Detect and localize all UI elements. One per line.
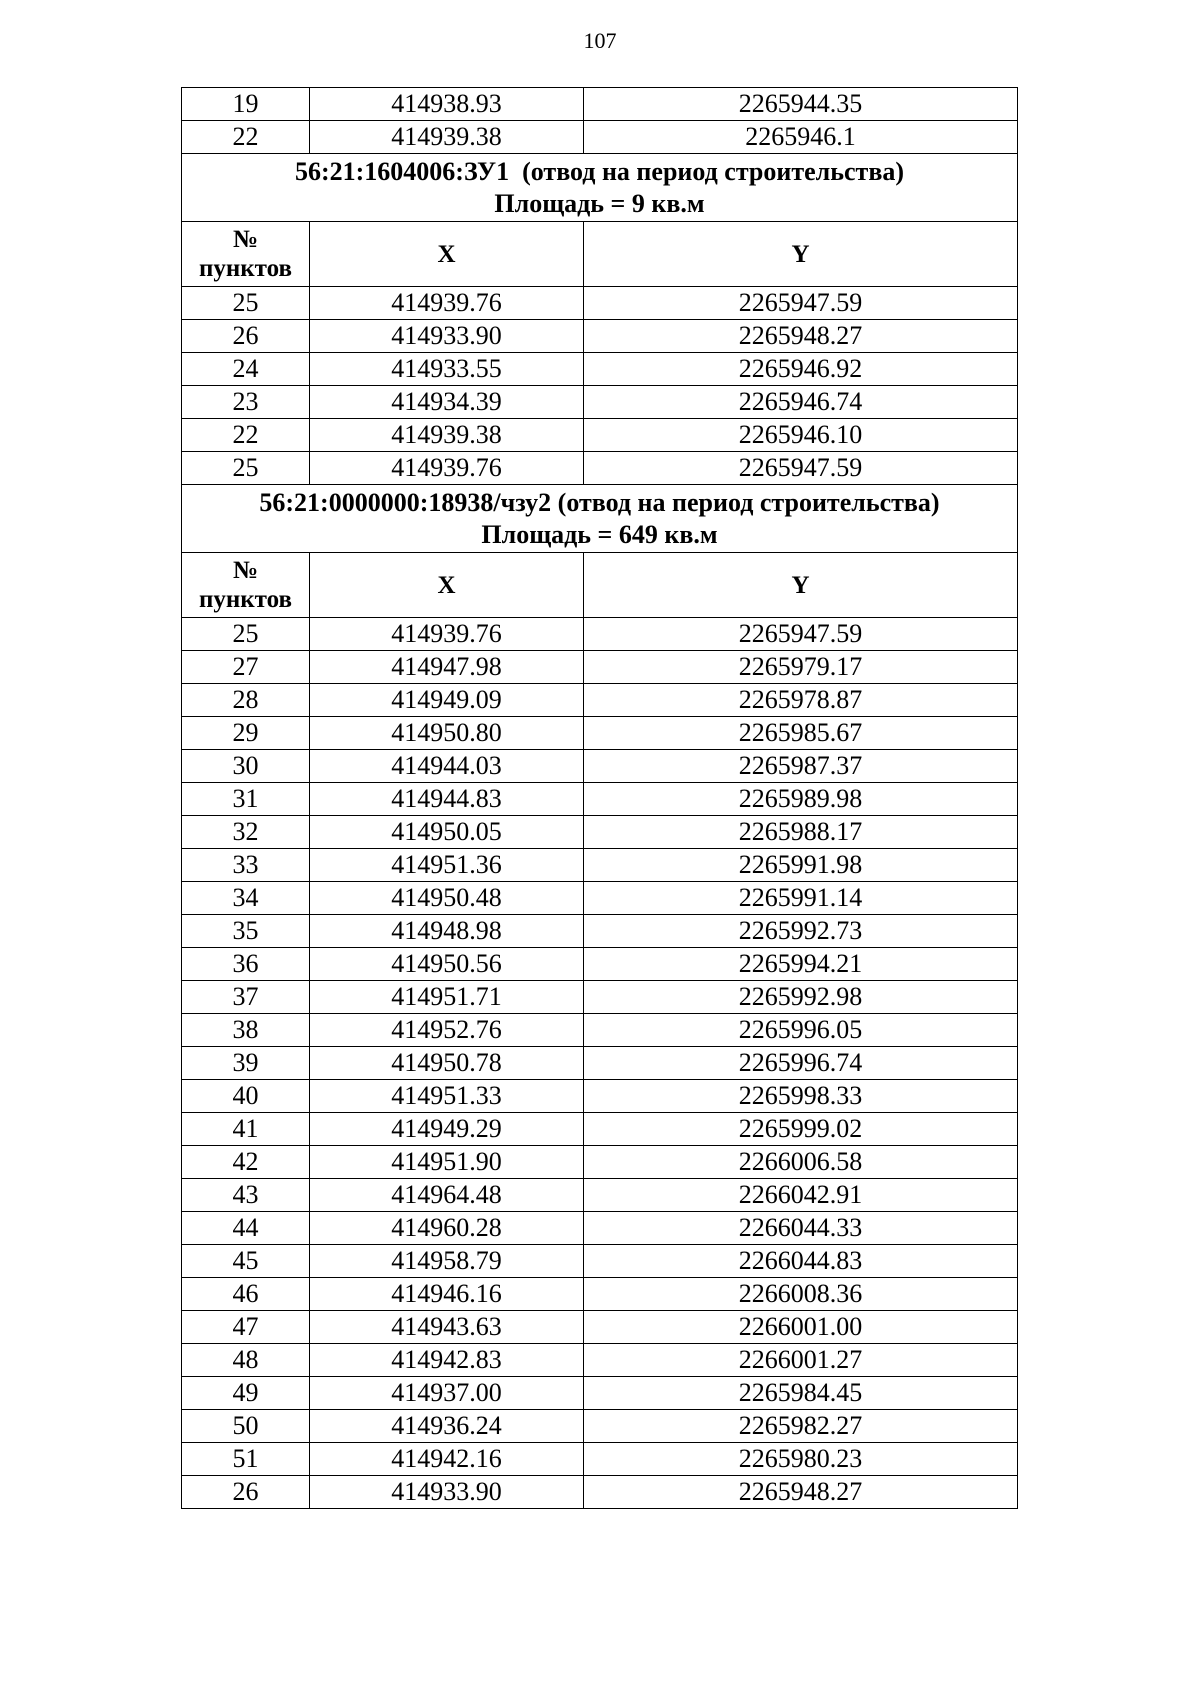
point-number-cell: 45 xyxy=(182,1245,310,1278)
point-number-cell: 37 xyxy=(182,981,310,1014)
y-coordinate-cell: 2266042.91 xyxy=(584,1179,1018,1212)
y-coordinate-cell: 2266006.58 xyxy=(584,1146,1018,1179)
table-row xyxy=(182,1311,1018,1344)
parcel-section-header xyxy=(182,154,1018,222)
point-number-cell: 34 xyxy=(182,882,310,915)
point-number-cell: 46 xyxy=(182,1278,310,1311)
y-coordinate-cell: 2265999.02 xyxy=(584,1113,1018,1146)
table-row xyxy=(182,1146,1018,1179)
parcel-area: Площадь = 649 кв.м xyxy=(481,520,718,549)
point-number-cell: 25 xyxy=(182,452,310,485)
coordinates-table-body xyxy=(182,88,1018,1509)
parcel-section-title-cell xyxy=(182,485,1018,553)
table-row xyxy=(182,1476,1018,1509)
point-number-cell: 40 xyxy=(182,1080,310,1113)
parcel-section-title-cell xyxy=(182,154,1018,222)
x-coordinate-cell: 414950.48 xyxy=(310,882,584,915)
x-coordinate-cell: 414939.38 xyxy=(310,121,584,154)
table-row xyxy=(182,651,1018,684)
point-number-cell: 33 xyxy=(182,849,310,882)
point-number-cell: 38 xyxy=(182,1014,310,1047)
point-number-cell: 47 xyxy=(182,1311,310,1344)
x-coordinate-cell: 414942.16 xyxy=(310,1443,584,1476)
x-coordinate-cell: 414949.09 xyxy=(310,684,584,717)
x-coordinate-cell: 414947.98 xyxy=(310,651,584,684)
table-row xyxy=(182,882,1018,915)
point-number-cell: 39 xyxy=(182,1047,310,1080)
y-coordinate-cell: 2265979.17 xyxy=(584,651,1018,684)
parcel-section-header xyxy=(182,485,1018,553)
point-number-cell: 19 xyxy=(182,88,310,121)
y-coordinate-cell: 2265988.17 xyxy=(584,816,1018,849)
table-row xyxy=(182,320,1018,353)
y-coordinate-cell: 2265991.14 xyxy=(584,882,1018,915)
x-coordinate-cell: 414949.29 xyxy=(310,1113,584,1146)
x-coordinate-cell: 414950.05 xyxy=(310,816,584,849)
column-header-x: X xyxy=(310,553,584,618)
point-number-cell: 22 xyxy=(182,419,310,452)
column-header-point-number xyxy=(182,222,310,287)
y-coordinate-cell: 2265948.27 xyxy=(584,320,1018,353)
x-coordinate-cell: 414944.83 xyxy=(310,783,584,816)
table-row xyxy=(182,750,1018,783)
y-coordinate-cell: 2265994.21 xyxy=(584,948,1018,981)
x-coordinate-cell: 414946.16 xyxy=(310,1278,584,1311)
point-number-cell: 25 xyxy=(182,287,310,320)
parcel-title: 56:21:1604006:ЗУ1 (отвод на период строительства) xyxy=(294,157,905,186)
page-number: 107 xyxy=(583,28,617,53)
y-coordinate-cell: 2265946.74 xyxy=(584,386,1018,419)
table-row xyxy=(182,1113,1018,1146)
point-number-cell: 43 xyxy=(182,1179,310,1212)
point-number-cell: 35 xyxy=(182,915,310,948)
point-number-cell: 50 xyxy=(182,1410,310,1443)
x-coordinate-cell: 414958.79 xyxy=(310,1245,584,1278)
point-number-cell: 23 xyxy=(182,386,310,419)
point-number-cell: 31 xyxy=(182,783,310,816)
point-number-cell: 41 xyxy=(182,1113,310,1146)
x-coordinate-cell: 414950.80 xyxy=(310,717,584,750)
column-header-row xyxy=(182,553,1018,618)
y-coordinate-cell: 2266008.36 xyxy=(584,1278,1018,1311)
table-row xyxy=(182,1212,1018,1245)
point-number-cell: 51 xyxy=(182,1443,310,1476)
y-coordinate-cell: 2266001.27 xyxy=(584,1344,1018,1377)
table-row xyxy=(182,1179,1018,1212)
y-coordinate-cell: 2265996.05 xyxy=(584,1014,1018,1047)
y-coordinate-cell: 2265991.98 xyxy=(584,849,1018,882)
table-row xyxy=(182,816,1018,849)
point-number-label: пунктов xyxy=(198,586,293,613)
point-number-cell: 32 xyxy=(182,816,310,849)
table-row xyxy=(182,783,1018,816)
table-row xyxy=(182,386,1018,419)
table-row xyxy=(182,948,1018,981)
point-number-cell: 48 xyxy=(182,1344,310,1377)
y-coordinate-cell: 2265944.35 xyxy=(584,88,1018,121)
x-coordinate-cell: 414964.48 xyxy=(310,1179,584,1212)
point-number-cell: 24 xyxy=(182,353,310,386)
x-coordinate-cell: 414942.83 xyxy=(310,1344,584,1377)
point-number-cell: 30 xyxy=(182,750,310,783)
point-number-symbol: № xyxy=(232,226,259,253)
y-coordinate-cell: 2265948.27 xyxy=(584,1476,1018,1509)
y-coordinate-cell: 2265987.37 xyxy=(584,750,1018,783)
point-number-label: пунктов xyxy=(198,255,293,282)
x-coordinate-cell: 414951.33 xyxy=(310,1080,584,1113)
coordinates-table xyxy=(181,87,1018,1509)
y-coordinate-cell: 2265946.1 xyxy=(584,121,1018,154)
table-row xyxy=(182,1410,1018,1443)
table-row xyxy=(182,353,1018,386)
y-coordinate-cell: 2265992.73 xyxy=(584,915,1018,948)
x-coordinate-cell: 414938.93 xyxy=(310,88,584,121)
x-coordinate-cell: 414950.78 xyxy=(310,1047,584,1080)
x-coordinate-cell: 414952.76 xyxy=(310,1014,584,1047)
y-coordinate-cell: 2265998.33 xyxy=(584,1080,1018,1113)
y-coordinate-cell: 2265947.59 xyxy=(584,618,1018,651)
table-row xyxy=(182,1014,1018,1047)
x-coordinate-cell: 414944.03 xyxy=(310,750,584,783)
y-coordinate-cell: 2265947.59 xyxy=(584,287,1018,320)
x-coordinate-cell: 414933.55 xyxy=(310,353,584,386)
table-row xyxy=(182,1443,1018,1476)
y-coordinate-cell: 2265985.67 xyxy=(584,717,1018,750)
column-header-x: X xyxy=(310,222,584,287)
x-coordinate-cell: 414948.98 xyxy=(310,915,584,948)
table-row xyxy=(182,287,1018,320)
point-number-cell: 29 xyxy=(182,717,310,750)
x-coordinate-cell: 414951.90 xyxy=(310,1146,584,1179)
table-row xyxy=(182,1278,1018,1311)
table-row xyxy=(182,849,1018,882)
y-coordinate-cell: 2265984.45 xyxy=(584,1377,1018,1410)
table-row xyxy=(182,452,1018,485)
x-coordinate-cell: 414933.90 xyxy=(310,1476,584,1509)
table-row xyxy=(182,121,1018,154)
parcel-area: Площадь = 9 кв.м xyxy=(494,189,705,218)
y-coordinate-cell: 2265996.74 xyxy=(584,1047,1018,1080)
y-coordinate-cell: 2266044.83 xyxy=(584,1245,1018,1278)
x-coordinate-cell: 414939.76 xyxy=(310,287,584,320)
x-coordinate-cell: 414933.90 xyxy=(310,320,584,353)
table-row xyxy=(182,1080,1018,1113)
point-number-cell: 42 xyxy=(182,1146,310,1179)
point-number-cell: 44 xyxy=(182,1212,310,1245)
x-coordinate-cell: 414951.36 xyxy=(310,849,584,882)
x-coordinate-cell: 414939.76 xyxy=(310,452,584,485)
x-coordinate-cell: 414936.24 xyxy=(310,1410,584,1443)
y-coordinate-cell: 2265980.23 xyxy=(584,1443,1018,1476)
table-row xyxy=(182,717,1018,750)
table-row xyxy=(182,684,1018,717)
parcel-title: 56:21:0000000:18938/чзу2 (отвод на период строительства) xyxy=(259,488,940,517)
table-row xyxy=(182,1377,1018,1410)
x-coordinate-cell: 414934.39 xyxy=(310,386,584,419)
point-number-symbol: № xyxy=(232,557,259,584)
table-row xyxy=(182,618,1018,651)
x-coordinate-cell: 414939.76 xyxy=(310,618,584,651)
y-coordinate-cell: 2265978.87 xyxy=(584,684,1018,717)
x-coordinate-cell: 414939.38 xyxy=(310,419,584,452)
column-header-point-number xyxy=(182,553,310,618)
x-coordinate-cell: 414960.28 xyxy=(310,1212,584,1245)
point-number-cell: 26 xyxy=(182,1476,310,1509)
point-number-cell: 36 xyxy=(182,948,310,981)
y-coordinate-cell: 2265992.98 xyxy=(584,981,1018,1014)
table-row xyxy=(182,1344,1018,1377)
table-row xyxy=(182,915,1018,948)
point-number-cell: 49 xyxy=(182,1377,310,1410)
x-coordinate-cell: 414937.00 xyxy=(310,1377,584,1410)
x-coordinate-cell: 414950.56 xyxy=(310,948,584,981)
x-coordinate-cell: 414951.71 xyxy=(310,981,584,1014)
point-number-cell: 22 xyxy=(182,121,310,154)
column-header-row xyxy=(182,222,1018,287)
y-coordinate-cell: 2265947.59 xyxy=(584,452,1018,485)
y-coordinate-cell: 2265946.92 xyxy=(584,353,1018,386)
column-header-y: Y xyxy=(584,553,1018,618)
y-coordinate-cell: 2266001.00 xyxy=(584,1311,1018,1344)
table-row xyxy=(182,981,1018,1014)
point-number-cell: 28 xyxy=(182,684,310,717)
point-number-cell: 27 xyxy=(182,651,310,684)
x-coordinate-cell: 414943.63 xyxy=(310,1311,584,1344)
y-coordinate-cell: 2265989.98 xyxy=(584,783,1018,816)
point-number-cell: 25 xyxy=(182,618,310,651)
y-coordinate-cell: 2265982.27 xyxy=(584,1410,1018,1443)
y-coordinate-cell: 2266044.33 xyxy=(584,1212,1018,1245)
table-row xyxy=(182,419,1018,452)
table-row xyxy=(182,1245,1018,1278)
table-row xyxy=(182,1047,1018,1080)
point-number-cell: 26 xyxy=(182,320,310,353)
y-coordinate-cell: 2265946.10 xyxy=(584,419,1018,452)
column-header-y: Y xyxy=(584,222,1018,287)
table-row xyxy=(182,88,1018,121)
